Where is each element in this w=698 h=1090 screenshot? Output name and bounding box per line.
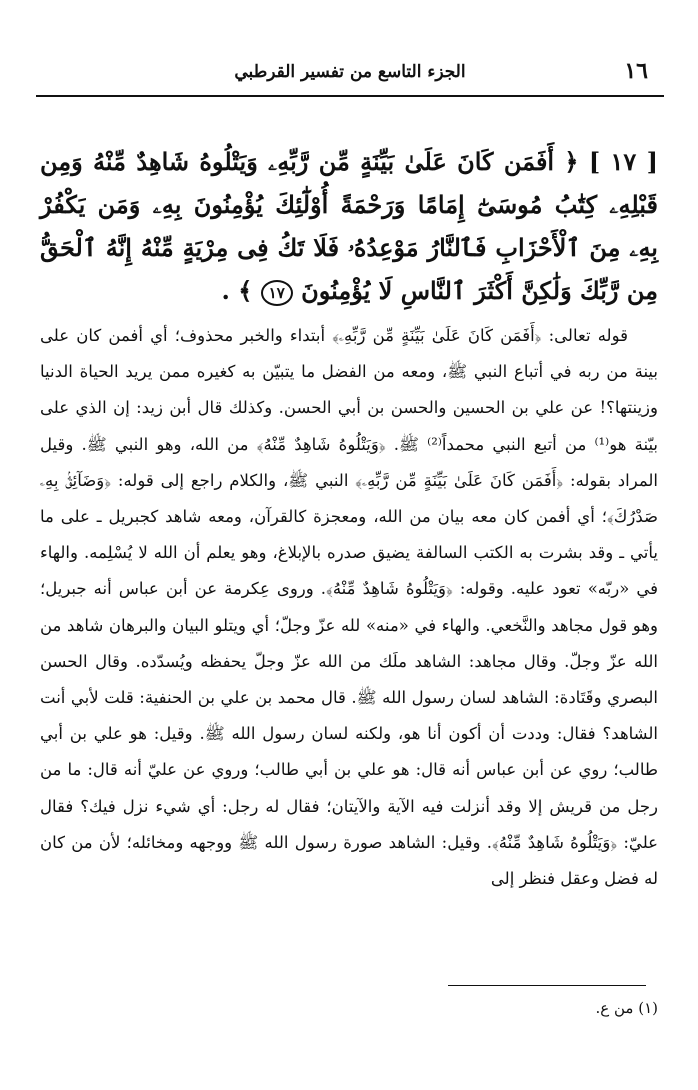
verse-text: ﴿ أَفَمَن كَانَ عَلَىٰ بَيِّنَةٍ مِّن رَّبِّهِۦ وَيَتْلُوهُ شَاهِدٌ مِّنْهُ وَمِن قَبْلِهِۦ كِتَٰبُ مُوسَىٰٓ إِمَامًا وَرَحْمَةً أُوْلَٰٓئِكَ يُؤْمِنُونَ بِهِۦ وَمَن يَكْفُرْ بِهِۦ مِنَ ٱلْأَحْزَابِ فَٱلنَّارُ مَوْعِدُهُۥ فَلَا تَكُ فِى مِرْيَةٍ مِّنْهُ إِنَّهُ ٱلْحَقُّ مِن رَّبِّكَ وَلَٰكِنَّ أَكْثَرَ ٱلنَّاسِ لَا يُؤْمِنُونَ xyxy=(40,147,658,305)
ayah-end-marker-icon: ١٧ xyxy=(261,280,293,306)
running-title: الجزء التاسع من تفسير القرطبي xyxy=(234,62,466,82)
footnotes xyxy=(40,998,658,1018)
commentary-body xyxy=(40,318,658,897)
footnote-rule xyxy=(448,985,646,986)
verse-number: [ ١٧ ] xyxy=(588,147,658,176)
commentary-paragraph: قوله تعالى: ﴿أَفَمَن كَانَ عَلَىٰ بَيِّنَةٍ مِّن رَّبِّهِۦ﴾ أبتداء والخبر محذوف؛ أي أفمن كان على بينة من ربه في أتباع النبي ﷺ، ومعه من الفضل ما يتبيّن به كغيره ممن يريد الحياة الدنيا وزينتها؟! عن علي بن الحسين والحسن بن أبي الحسن. وكذلك قال أبن زيد: إن الذي على بيّنة هو⁽¹⁾ من أتبع النبي محمداً⁽²⁾ ﷺ. ﴿وَيَتْلُوهُ شَاهِدٌ مِّنْهُ﴾ من الله، وهو النبي ﷺ. وقيل المراد بقوله: ﴿أَفَمَن كَانَ عَلَىٰ بَيِّنَةٍ مِّن رَّبِّهِۦ﴾ النبي ﷺ، والكلام راجع إلى قوله: ﴿وَضَآئِقٌۢ بِهِۦ صَدْرُكَ﴾؛ أي أفمن كان معه بيان من الله، ومعجزة كالقرآن، ومعه شاهد كجبريل ـ على ما يأتي ـ وقد بشرت به الكتب السالفة يضيق صدره بالإبلاغ، وهو يعلم أن الله لا يُسْلِمه. والهاء في «ربّه» تعود عليه. وقوله: ﴿وَيَتْلُوهُ شَاهِدٌ مِّنْهُ﴾. وروى عِكرمة عن أبن عباس أنه جبريل؛ وهو قول مجاهد والنَّخعي. والهاء في «منه» لله عزّ وجلّ؛ أي ويتلو البيان والبرهان شاهد من الله عزّ وجلّ. وقال مجاهد: الشاهد ملَك من الله عزّ وجلّ يحفظه ويُسدّده. وقال الحسن البصري وقَتَادة: الشاهد لسان رسول الله ﷺ. قال محمد بن علي بن الحنفية: قلت لأبي أنت الشاهد؟ فقال: وددت أن أكون أنا هو، ولكنه لسان رسول الله ﷺ. وقيل: هو علي بن أبي طالب؛ روي عن أبن عباس أنه قال: هو علي بن أبي طالب؛ وروي عن عليّ أنه قال: ما من رجل من قريش إلا وقد أنزلت فيه الآية والآيتان؛ فقال له رجل: أي شيء نزل فيك؟ فقال عليّ: ﴿وَيَتْلُوهُ شَاهِدٌ مِّنْهُ﴾. وقيل: الشاهد صورة رسول الله ﷺ ووجهه ومخائله؛ لأن من كان له فضل وعقل فنظر إلى xyxy=(40,326,659,889)
footnote-item: (١) من ع. xyxy=(595,999,658,1017)
verse-closing: ﴾ . xyxy=(221,276,253,305)
header-rule xyxy=(36,95,664,97)
page-number: ١٦ xyxy=(624,58,648,84)
page-header xyxy=(36,54,664,94)
quran-verse-block xyxy=(40,140,658,312)
